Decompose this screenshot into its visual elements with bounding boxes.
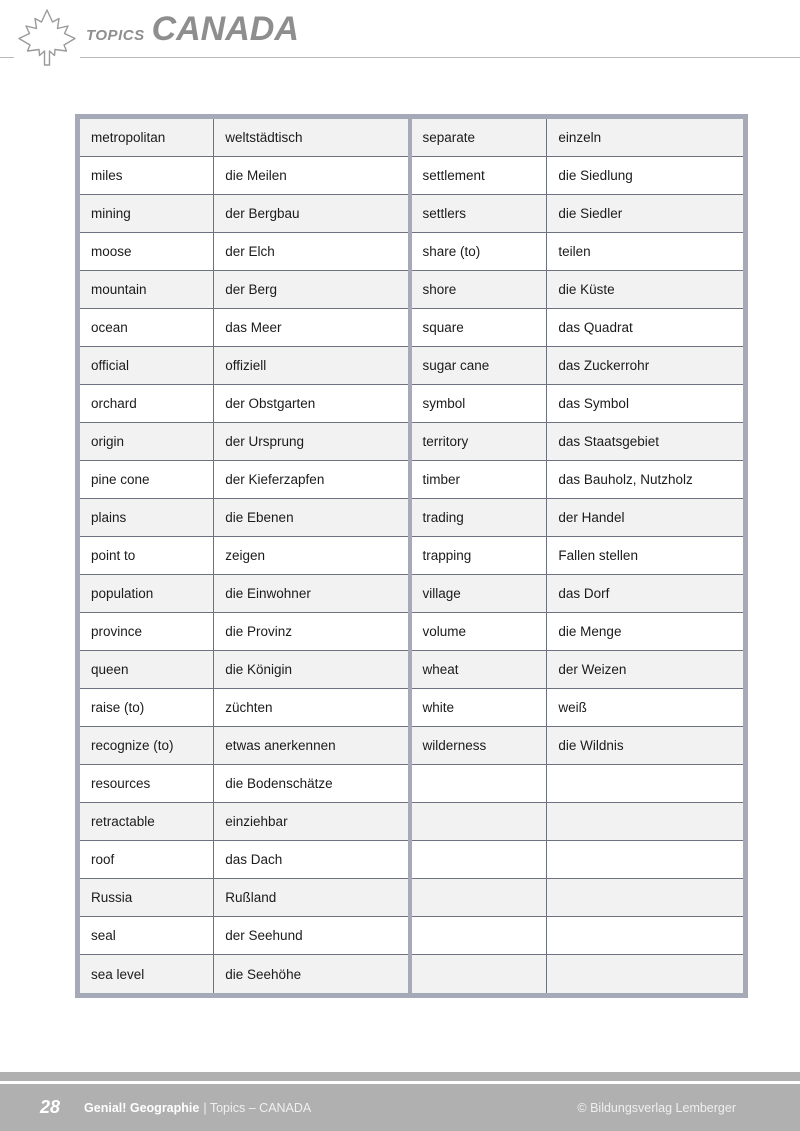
vocab-translation-cell: die Meilen (225, 168, 287, 183)
vocab-term-cell: plains (80, 499, 214, 536)
table-row (412, 423, 744, 461)
table-row (412, 537, 744, 575)
vocab-translation-cell: das Zuckerrohr (558, 358, 650, 373)
vocab-translation-cell: die Einwohner (225, 586, 311, 601)
vocab-translation-cell: teilen (558, 244, 591, 259)
vocab-translation-cell (547, 879, 743, 916)
table-row (412, 879, 744, 917)
vocab-term-cell: seal (80, 917, 214, 954)
vocab-term-cell: roof (80, 841, 214, 878)
table-row (412, 955, 744, 993)
vocab-translation-cell (547, 917, 743, 954)
vocab-translation-cell: die Seehöhe (225, 966, 302, 982)
page-footer (0, 1072, 800, 1131)
table-row (412, 499, 744, 537)
vocab-translation-cell: zeigen (225, 548, 266, 563)
vocab-translation-cell (547, 841, 743, 878)
table-row (80, 803, 408, 841)
vocabulary-table (75, 114, 748, 998)
vocab-translation-cell: der Elch (225, 244, 275, 259)
table-row (412, 461, 744, 499)
vocab-translation-cell: einzeln (558, 130, 602, 145)
vocab-translation-cell: die Königin (225, 662, 293, 677)
table-row (412, 195, 744, 233)
footer-book-title: Genial! Geographie (84, 1100, 200, 1115)
vocab-term-cell: raise (to) (80, 689, 214, 726)
table-row (80, 499, 408, 537)
vocab-term-cell: symbol (412, 385, 548, 422)
table-row (80, 879, 408, 917)
vocab-term-cell: orchard (80, 385, 214, 422)
table-row (412, 803, 744, 841)
vocab-translation-cell: die Küste (558, 282, 615, 297)
vocab-translation-cell: das Bauholz, Nutzholz (558, 472, 693, 487)
table-row (80, 575, 408, 613)
vocab-translation-cell: offiziell (225, 358, 267, 373)
vocab-translation-cell: der Obstgarten (225, 396, 316, 411)
table-row (412, 651, 744, 689)
vocab-term-cell: sugar cane (412, 347, 548, 384)
vocab-translation-cell (547, 955, 743, 993)
vocab-term-cell: trapping (412, 537, 548, 574)
vocab-term-cell: white (412, 689, 548, 726)
page-header (0, 0, 800, 95)
vocab-term-cell: origin (80, 423, 214, 460)
vocab-translation-cell: einziehbar (225, 814, 288, 829)
table-row (80, 157, 408, 195)
vocab-translation-cell (547, 765, 743, 802)
vocab-translation-cell: der Bergbau (225, 206, 300, 221)
vocab-translation-cell: der Handel (558, 510, 625, 525)
vocab-term-cell: province (80, 613, 214, 650)
table-row (80, 613, 408, 651)
table-row (412, 233, 744, 271)
table-row (80, 765, 408, 803)
vocab-translation-cell: der Seehund (225, 928, 303, 943)
vocab-term-cell: square (412, 309, 548, 346)
table-row (80, 727, 408, 765)
table-row (80, 461, 408, 499)
table-row (80, 347, 408, 385)
vocab-translation-cell: die Provinz (225, 624, 293, 639)
vocab-term-cell: village (412, 575, 548, 612)
vocab-translation-cell: die Siedlung (558, 168, 633, 183)
table-row (412, 347, 744, 385)
vocab-translation-cell: das Dach (225, 852, 283, 867)
vocab-translation-cell: die Siedler (558, 206, 623, 221)
table-row (412, 271, 744, 309)
vocab-term-cell: point to (80, 537, 214, 574)
vocab-translation-cell: weiß (558, 700, 587, 715)
footer-accent-bar (0, 1072, 800, 1081)
table-row (80, 195, 408, 233)
vocab-term-cell: trading (412, 499, 548, 536)
table-row (412, 613, 744, 651)
table-row (412, 575, 744, 613)
vocab-translation-cell: weltstädtisch (225, 130, 303, 145)
vocab-term-cell: population (80, 575, 214, 612)
table-row (80, 309, 408, 347)
vocab-translation-cell (547, 803, 743, 840)
vocab-translation-cell: das Quadrat (558, 320, 633, 335)
vocab-term-cell: retractable (80, 803, 214, 840)
table-row (412, 727, 744, 765)
vocab-translation-cell: züchten (225, 700, 273, 715)
vocab-translation-cell: der Weizen (558, 662, 627, 677)
vocab-translation-cell: Rußland (225, 890, 277, 905)
vocab-term-cell: Russia (80, 879, 214, 916)
table-row (80, 271, 408, 309)
vocab-term-cell: pine cone (80, 461, 214, 498)
footer-copyright: © Bildungsverlag Lemberger (577, 1100, 736, 1115)
vocab-term-cell: queen (80, 651, 214, 688)
vocab-translation-cell: die Wildnis (558, 738, 624, 753)
table-row (412, 157, 744, 195)
header-divider-rule (0, 57, 800, 58)
table-row (412, 689, 744, 727)
vocab-term-cell: volume (412, 613, 548, 650)
vocab-term-cell (412, 841, 548, 878)
vocab-translation-cell: Fallen stellen (558, 548, 638, 563)
maple-leaf-icon (16, 8, 78, 66)
table-row (80, 423, 408, 461)
table-row (412, 119, 744, 157)
vocab-term-cell: official (80, 347, 214, 384)
vocab-term-cell: settlers (412, 195, 548, 232)
table-row (412, 917, 744, 955)
vocab-term-cell (412, 879, 548, 916)
table-row (412, 841, 744, 879)
vocab-term-cell: timber (412, 461, 548, 498)
vocab-term-cell: wilderness (412, 727, 548, 764)
page-title (86, 12, 305, 46)
table-row (80, 841, 408, 879)
vocab-term-cell: shore (412, 271, 548, 308)
vocab-term-cell: ocean (80, 309, 214, 346)
vocab-translation-cell: der Kieferzapfen (225, 472, 325, 487)
vocab-term-cell: separate (412, 119, 548, 156)
vocab-term-cell (412, 803, 548, 840)
vocab-translation-cell: das Symbol (558, 396, 629, 411)
vocab-translation-cell: das Staatsgebiet (558, 434, 659, 449)
vocab-term-cell: territory (412, 423, 548, 460)
vocab-translation-cell: die Ebenen (225, 510, 294, 525)
vocabulary-table-right-half (412, 119, 744, 993)
vocab-term-cell: settlement (412, 157, 548, 194)
vocab-translation-cell: etwas anerkennen (225, 738, 336, 753)
table-row (80, 689, 408, 727)
vocab-term-cell: sea level (80, 955, 214, 993)
table-row (80, 537, 408, 575)
vocabulary-table-left-half (80, 119, 412, 993)
vocab-translation-cell: das Dorf (558, 586, 610, 601)
vocab-term-cell (412, 765, 548, 802)
vocab-translation-cell: der Ursprung (225, 434, 305, 449)
vocab-term-cell: recognize (to) (80, 727, 214, 764)
table-row (80, 119, 408, 157)
header-title: CANADA (151, 10, 299, 48)
vocab-translation-cell: das Meer (225, 320, 282, 335)
table-row (80, 233, 408, 271)
vocab-term-cell: mountain (80, 271, 214, 308)
page-number: 28 (40, 1097, 61, 1117)
table-row (80, 917, 408, 955)
table-row (80, 955, 408, 993)
table-row (412, 385, 744, 423)
vocab-translation-cell: der Berg (225, 282, 278, 297)
vocab-translation-cell: die Bodenschätze (225, 776, 333, 791)
footer-section-label: | Topics – CANADA (203, 1100, 312, 1115)
table-row (80, 385, 408, 423)
vocab-term-cell: resources (80, 765, 214, 802)
vocab-term-cell: moose (80, 233, 214, 270)
table-row (412, 765, 744, 803)
vocab-translation-cell: die Menge (558, 624, 622, 639)
vocab-term-cell: wheat (412, 651, 548, 688)
vocab-term-cell: share (to) (412, 233, 548, 270)
vocab-term-cell: mining (80, 195, 214, 232)
vocab-term-cell (412, 917, 548, 954)
footer-content-bar (0, 1084, 800, 1131)
vocab-term-cell: metropolitan (80, 119, 214, 156)
table-row (80, 651, 408, 689)
table-row (412, 309, 744, 347)
header-eyebrow: TOPICS (86, 27, 145, 44)
vocab-term-cell: miles (80, 157, 214, 194)
vocab-term-cell (412, 955, 548, 993)
